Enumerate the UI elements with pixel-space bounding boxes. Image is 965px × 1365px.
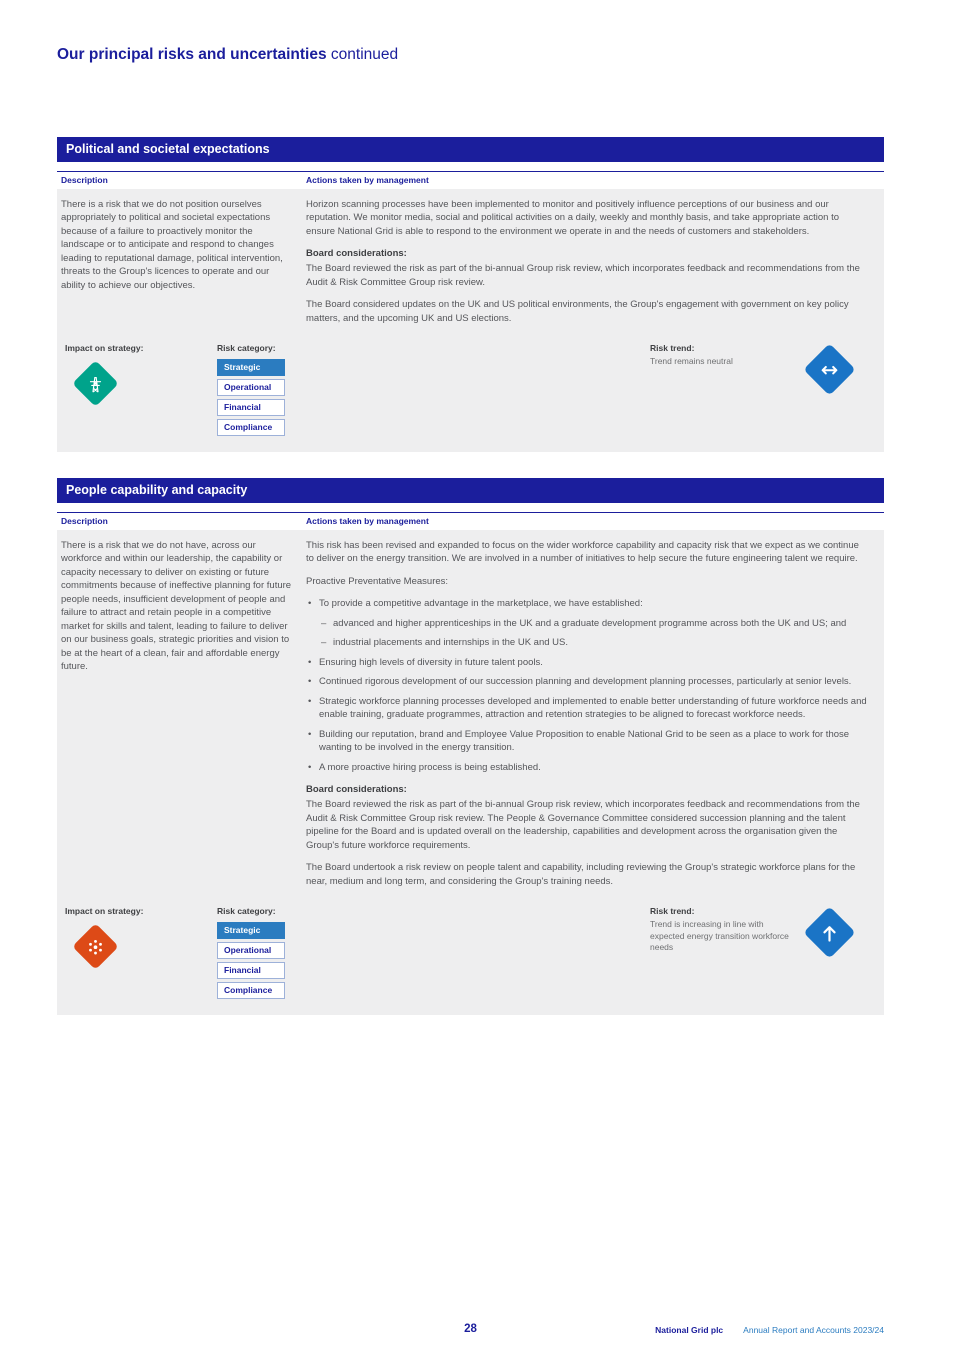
description-text: There is a risk that we do not have, across our workforce and within our leadership, the capability or capacity necessary to deliver on existing or future commitments because of ineffective planning for future people needs, insufficient development of people and failure to attract and retain people in a competitive market for skills and talent, leading to failure to deliver on our business goals, strategic priorities and vision to be at the heart of a clean, fair and affordable energy future. [61,539,292,673]
risk-category [217,906,337,999]
risk-category-financial: Financial [217,399,285,416]
risk-trend-label: Risk trend: [650,342,695,353]
impact-diamond [72,923,119,970]
page-number: 28 [464,1323,477,1335]
bullet-item: • Continued rigorous development of our succession planning and development planning processes, particularly at senior levels. [306,675,868,688]
risk-trend [650,343,790,367]
risk-category-operational: Operational [217,942,285,959]
actions-column [306,198,868,325]
page-title-bold: Our principal risks and uncertainties [57,46,327,63]
up-trend-icon [813,917,844,948]
risk-trend-text: Trend is increasing in line with expected energy transition workforce needs [650,919,789,953]
sub-bullet-item: – industrial placements and internships in the UK and US. [306,636,868,649]
impact-on-strategy-label: Impact on strategy: [65,342,144,353]
board-paragraph: The Board undertook a risk review on people talent and capability, including reviewing the Group's strategic workforce plans for the near, medium and long term, and considering the Group's training needs. [306,862,856,887]
impact-on-strategy [65,906,217,963]
description-column [61,198,306,325]
actions-column [306,539,868,888]
actions-paragraph: This risk has been revised and expanded to focus on the wider workforce capability and capacity risk that we expect as we continue to deliver on the energy transition. We are involved in a number of initiatives to help secure the future engineering talent we require. [306,539,859,565]
board-paragraph: The Board reviewed the risk as part of the bi-annual Group risk review, which incorporates feedback and recommendations from the Audit & Risk Committee Group risk review. The People & Governance Committee considered succession planning and the talent pipeline for the Board and is updated overall on the leadership, capabilities and development across the organisation given the Group's future workforce requirements. [306,799,860,851]
risk-category-strategic: Strategic [217,359,285,376]
pylon-icon [81,369,109,397]
trend-diamond-wrap [790,906,868,951]
column-header-actions: Actions taken by management [306,515,429,526]
column-headers [57,171,884,189]
bullet-item: • Building our reputation, brand and Employee Value Proposition to enable National Grid to be seen as a place to work for those wanting to be involved in the energy transition. [306,728,868,755]
bullet-item: • Ensuring high levels of diversity in future talent pools. [306,656,868,669]
risk-category-strategic: Strategic [217,922,285,939]
bullet-item: • Strategic workforce planning processes developed and implemented to enable better understanding of future workforce needs and enable training, graduate programmes, attraction and retention strategies to be aligned to forecast workforce needs. [306,695,868,722]
report-title: Annual Report and Accounts 2023/24 [743,1325,884,1335]
neutral-trend-icon [813,354,844,385]
column-header-description: Description [61,515,108,526]
risk-category-compliance: Compliance [217,982,285,999]
board-paragraph: The Board considered updates on the UK and US political environments, the Group's engagement with government on key policy matters, and the upcoming UK and US elections. [306,299,849,324]
company-name: National Grid plc [655,1325,724,1335]
column-header-actions: Actions taken by management [306,174,429,185]
risk-category-financial: Financial [217,962,285,979]
page-title-continued: continued [330,46,399,63]
risk-section-people [57,478,884,1015]
impact-on-strategy-label: Impact on strategy: [65,906,144,917]
risk-category [217,343,337,436]
risk-meta-row [61,906,868,999]
actions-paragraph: Horizon scanning processes have been implemented to monitor and positively influence perceptions of our business and our reputation. We monitor media, social and political activities on a daily, weekly and monthly basis, and take appropriate action to ensure National Grid is able to respond to the environment we operate in and the needs of customers and stakeholders. [306,198,839,237]
risk-trend-label: Risk trend: [650,906,695,917]
page-title [57,46,884,65]
board-considerations-heading: Board considerations: [306,248,407,260]
risk-category-compliance: Compliance [217,419,285,436]
section-panel [57,530,884,1015]
bullet-item: • A more proactive hiring process is being established. [306,761,868,774]
risk-category-list [217,922,337,999]
impact-on-strategy [65,343,217,400]
risk-trend-text: Trend remains neutral [650,355,733,366]
section-title-bar: Political and societal expectations [57,137,884,162]
measures-heading: Proactive Preventative Measures: [306,575,449,587]
sub-bullet-item: – advanced and higher apprenticeships in the UK and a graduate development programme across both the UK and US; and [306,617,868,630]
bullet-item: • To provide a competitive advantage in the marketplace, we have established: [306,597,868,610]
column-header-description: Description [61,174,108,185]
column-headers [57,512,884,530]
risk-meta-row [61,343,868,436]
board-paragraph: The Board reviewed the risk as part of the bi-annual Group risk review, which incorporates feedback and recommendations from the Audit & Risk Committee Group risk review. [306,263,860,288]
impact-diamond [72,360,119,407]
trend-diamond-wrap [790,343,868,388]
description-column [61,539,306,888]
trend-diamond [803,907,855,959]
risk-category-label: Risk category: [217,342,276,353]
risk-trend [650,906,790,953]
risk-category-list [217,359,337,436]
risk-category-label: Risk category: [217,906,276,917]
risk-section-political [57,137,884,452]
people-icon [81,933,109,961]
description-text: There is a risk that we do not position ourselves appropriately to political and societal expectations because of a failure to proactively monitor the landscape or to anticipate and respond to changes leading to reputational damage, political intervention, threats to the Group's licences to operate and our ability to achieve our objectives. [61,198,283,291]
footer-right [655,1325,884,1335]
trend-diamond [803,343,855,395]
section-title-bar: People capability and capacity [57,478,884,503]
page-footer [57,1323,884,1339]
section-panel [57,189,884,452]
risk-category-operational: Operational [217,379,285,396]
board-considerations-heading: Board considerations: [306,784,407,796]
